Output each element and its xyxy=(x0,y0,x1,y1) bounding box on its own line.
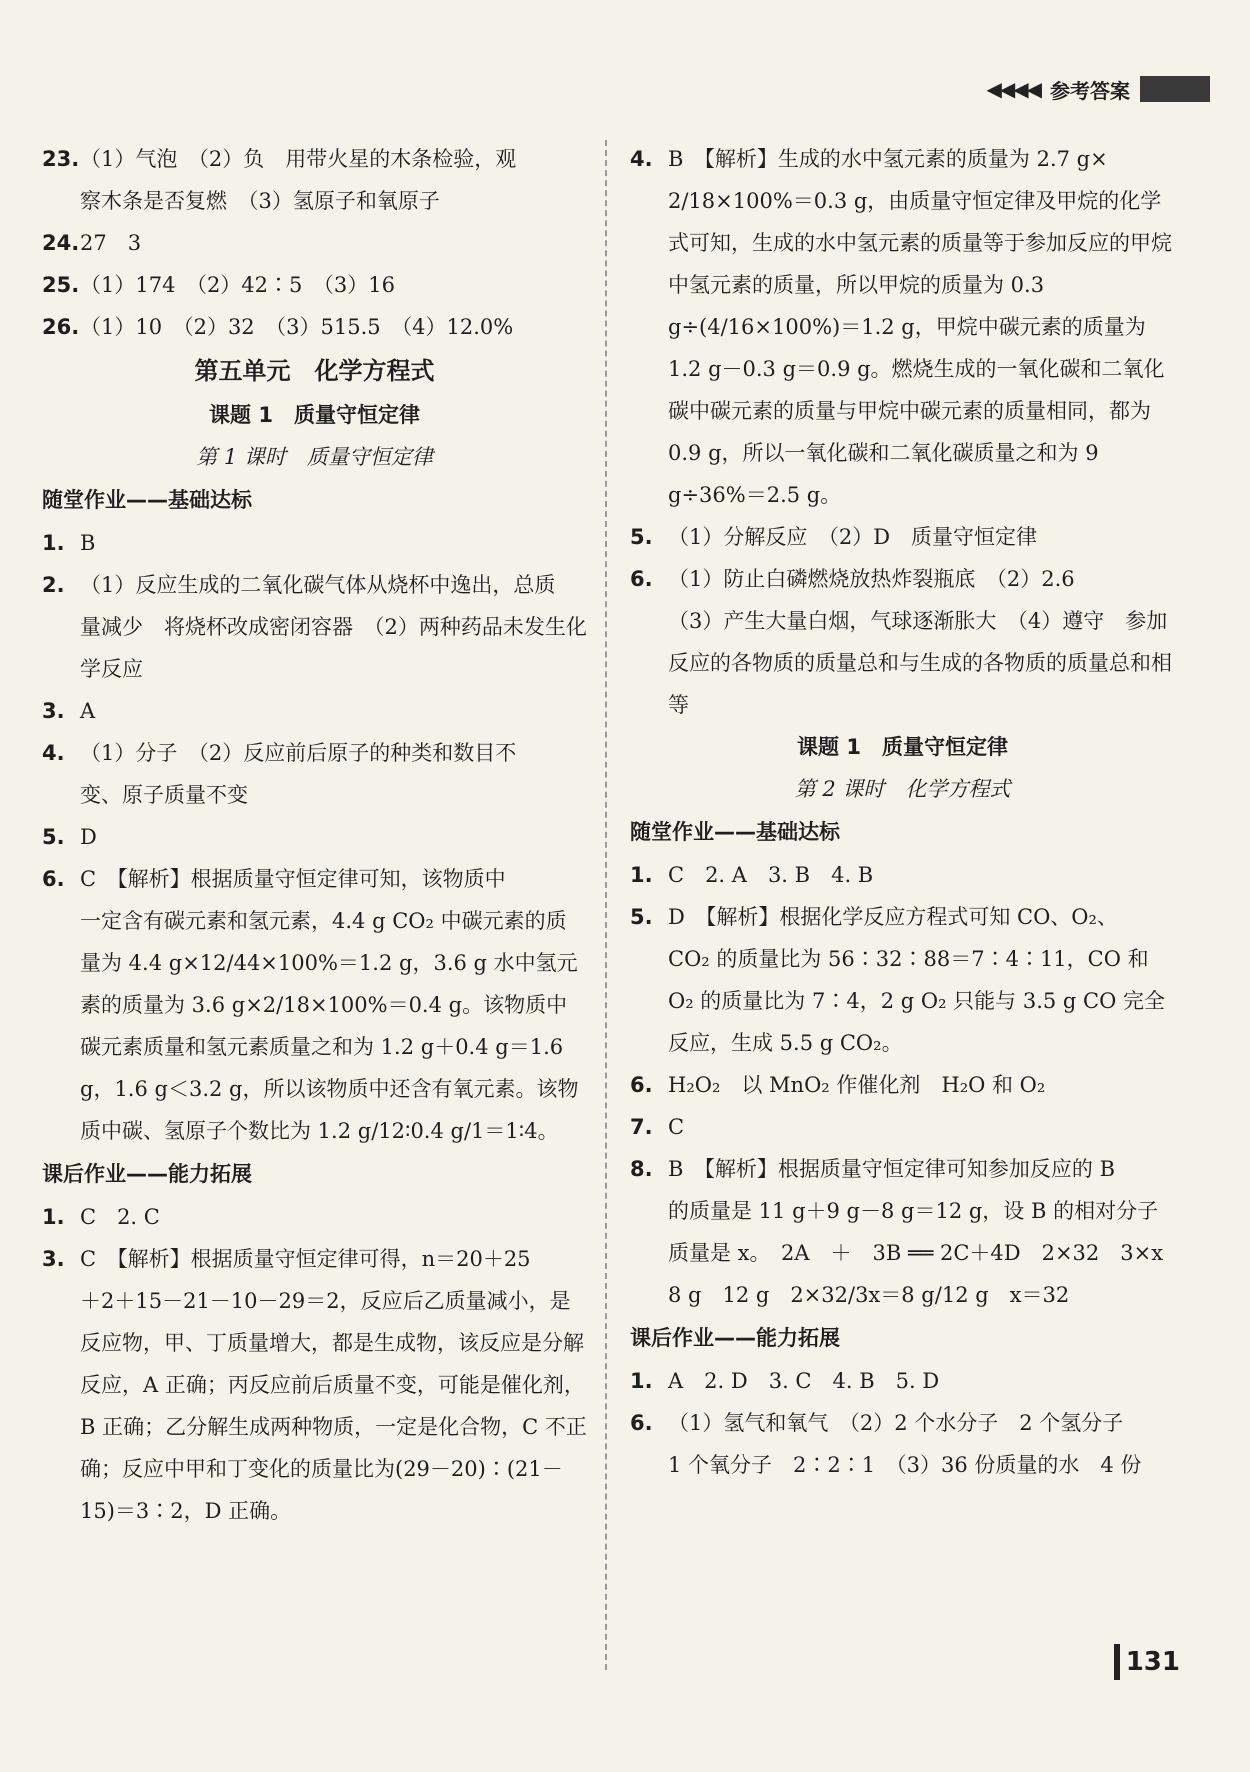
answer-item xyxy=(42,1238,587,1532)
item-number: 5. xyxy=(42,825,65,849)
topic-title: 课题 1 质量守恒定律 xyxy=(797,735,1008,759)
answer-item xyxy=(630,138,1175,516)
homework-title: 随堂作业——基础达标 xyxy=(42,488,252,512)
answer-item xyxy=(630,1360,1175,1402)
answer-item xyxy=(42,138,587,222)
item-tail: 的质量是 11 g＋9 g－8 g＝12 g，设 B 的相对分子质量是 x。 2A ＋ 3B ══ 2C＋4D 2×32 3×x 8 g 12 g 2×32/3x＝8 g/12 g x＝32 xyxy=(668,1199,1185,1307)
item-number: 6. xyxy=(42,867,65,891)
item-text: D 【解析】根据化学反应方程式可知 CO、O₂、 xyxy=(668,905,1118,929)
item-text: C 2. C xyxy=(80,1205,160,1229)
arrow-icons: ◀◀◀◀ xyxy=(986,77,1040,101)
answer-item xyxy=(42,1196,587,1238)
answer-item xyxy=(630,516,1175,558)
page-number-mark xyxy=(1114,1644,1120,1680)
answer-item xyxy=(630,896,1175,1064)
item-number: 4. xyxy=(630,147,653,171)
item-number: 6. xyxy=(630,1073,653,1097)
item-number: 3. xyxy=(42,699,65,723)
item-tail: 一定含有碳元素和氢元素，4.4 g CO₂ 中碳元素的质量为 4.4 g×12/44×100%＝1.2 g，3.6 g 水中氢元素的质量为 3.6 g×2/18×100%＝0.4 g。该物质中碳元素质量和氢元素质量之和为 1.2 g＋0.4 g＝1.6 g，1.6 g＜3.2 g，所以该物质中还含有氧元素。该物质中碳、氢原子个数比为 1.2 g/12∶0.4 g/1＝1∶4。 xyxy=(80,909,579,1143)
item-number: 2. xyxy=(42,573,65,597)
item-tail: 1 个氧分子 2∶2∶1 （3）36 份质量的水 4 份 xyxy=(668,1453,1142,1477)
item-tail: 变、原子质量不变 xyxy=(80,783,248,807)
item-number: 5. xyxy=(630,905,653,929)
item-text: C 【解析】根据质量守恒定律可知，该物质中 xyxy=(80,867,506,891)
answer-item xyxy=(42,264,587,306)
item-text: （1）气泡 （2）负 用带火星的木条检验，观 xyxy=(80,147,517,171)
homework-title: 课后作业——能力拓展 xyxy=(42,1162,252,1186)
header-bar xyxy=(1140,76,1210,102)
item-number: 5. xyxy=(630,525,653,549)
item-text: C 2. A 3. B 4. B xyxy=(668,863,874,887)
homework-title: 课后作业——能力拓展 xyxy=(630,1326,840,1350)
item-number: 1. xyxy=(630,1369,653,1393)
left-column xyxy=(42,138,587,1532)
lesson-title: 第 1 课时 质量守恒定律 xyxy=(196,445,433,469)
item-tail: CO₂ 的质量比为 56∶32∶88＝7∶4∶11，CO 和 O₂ 的质量比为 7∶4，2 g O₂ 只能与 3.5 g CO 完全反应，生成 5.5 g CO₂。 xyxy=(668,947,1165,1055)
answer-item xyxy=(630,1106,1175,1148)
answer-item xyxy=(42,858,587,1152)
item-text: C xyxy=(668,1115,685,1139)
answer-item xyxy=(42,306,587,348)
item-number: 26. xyxy=(42,315,80,339)
item-text: （1）反应生成的二氧化碳气体从烧杯中逸出，总质 xyxy=(80,573,556,597)
page-header xyxy=(986,72,1210,106)
item-text: C 【解析】根据质量守恒定律可得，n＝20＋25 xyxy=(80,1247,531,1271)
item-text: （1）174 （2）42∶5 （3）16 xyxy=(80,273,395,297)
item-tail: 量减少 将烧杯改成密闭容器 （2）两种药品未发生化学反应 xyxy=(80,615,587,681)
item-text: （1）10 （2）32 （3）515.5 （4）12.0% xyxy=(80,315,514,339)
item-number: 1. xyxy=(42,1205,65,1229)
answer-item xyxy=(42,690,587,732)
item-tail: （3）产生大量白烟，气球逐渐胀大 （4）遵守 参加反应的各物质的质量总和与生成的各物质的质量总和相等 xyxy=(668,609,1172,717)
item-text: 27 3 xyxy=(80,231,142,255)
item-number: 8. xyxy=(630,1157,653,1181)
answer-item xyxy=(630,1148,1185,1316)
item-number: 1. xyxy=(42,531,65,555)
lesson-title: 第 2 课时 化学方程式 xyxy=(794,777,1011,801)
item-number: 23. xyxy=(42,147,80,171)
answer-item xyxy=(630,1402,1175,1486)
item-text: B 【解析】生成的水中氢元素的质量为 2.7 g× xyxy=(668,147,1108,171)
item-tail: 察木条是否复燃 （3）氢原子和氧原子 xyxy=(80,189,440,213)
item-number: 4. xyxy=(42,741,65,765)
item-number: 6. xyxy=(630,567,653,591)
item-text: B xyxy=(80,531,96,555)
item-number: 1. xyxy=(630,863,653,887)
answer-item xyxy=(42,732,587,816)
answer-item xyxy=(630,1064,1175,1106)
item-text: A xyxy=(80,699,96,723)
answer-item xyxy=(630,558,1175,726)
answer-item xyxy=(42,816,587,858)
header-title: 参考答案 xyxy=(1050,78,1130,103)
item-text: D xyxy=(80,825,97,849)
item-text: （1）分解反应 （2）D 质量守恒定律 xyxy=(668,525,1038,549)
item-text: （1）分子 （2）反应前后原子的种类和数目不 xyxy=(80,741,517,765)
answer-item xyxy=(630,854,1175,896)
answer-item xyxy=(42,564,587,690)
topic-title: 课题 1 质量守恒定律 xyxy=(209,403,420,427)
item-number: 3. xyxy=(42,1247,65,1271)
page-number xyxy=(1114,1644,1180,1680)
item-text: A 2. D 3. C 4. B 5. D xyxy=(668,1369,940,1393)
item-tail: 2/18×100%＝0.3 g，由质量守恒定律及甲烷的化学式可知，生成的水中氢元素的质量等于参加反应的甲烷中氢元素的质量，所以甲烷的质量为 0.3 g÷(4/16×100%)＝1.2 g，甲烷中碳元素的质量为 1.2 g－0.3 g＝0.9 g。燃烧生成的一氧化碳和二氧化碳中碳元素的质量与甲烷中碳元素的质量相同，都为 0.9 g，所以一氧化碳和二氧化碳质量之和为 9 g÷36%＝2.5 g。 xyxy=(668,189,1172,507)
item-number: 25. xyxy=(42,273,80,297)
item-number: 7. xyxy=(630,1115,653,1139)
item-tail: ＋2＋15－21－10－29＝2，反应后乙质量减小，是反应物，甲、丁质量增大，都是生成物，该反应是分解反应，A 正确；丙反应前后质量不变，可能是催化剂，B 正确；乙分解生成两种物质，一定是化合物，C 不正确；反应中甲和丁变化的质量比为(29－20)∶(21－15)＝3∶2，D 正确。 xyxy=(80,1289,587,1523)
homework-title: 随堂作业——基础达标 xyxy=(630,820,840,844)
page-number-text: 131 xyxy=(1125,1647,1180,1677)
item-text: B 【解析】根据质量守恒定律可知参加反应的 B xyxy=(668,1157,1116,1181)
answer-item xyxy=(42,522,587,564)
answer-item xyxy=(42,222,587,264)
item-number: 24. xyxy=(42,231,80,255)
unit-title: 第五单元 化学方程式 xyxy=(194,357,435,385)
item-text: （1）防止白磷燃烧放热炸裂瓶底 （2）2.6 xyxy=(668,567,1075,591)
item-number: 6. xyxy=(630,1411,653,1435)
column-divider xyxy=(605,140,607,1670)
item-text: （1）氢气和氧气 （2）2 个水分子 2 个氢分子 xyxy=(668,1411,1124,1435)
item-text: H₂O₂ 以 MnO₂ 作催化剂 H₂O 和 O₂ xyxy=(668,1073,1046,1097)
right-column xyxy=(630,138,1185,1486)
